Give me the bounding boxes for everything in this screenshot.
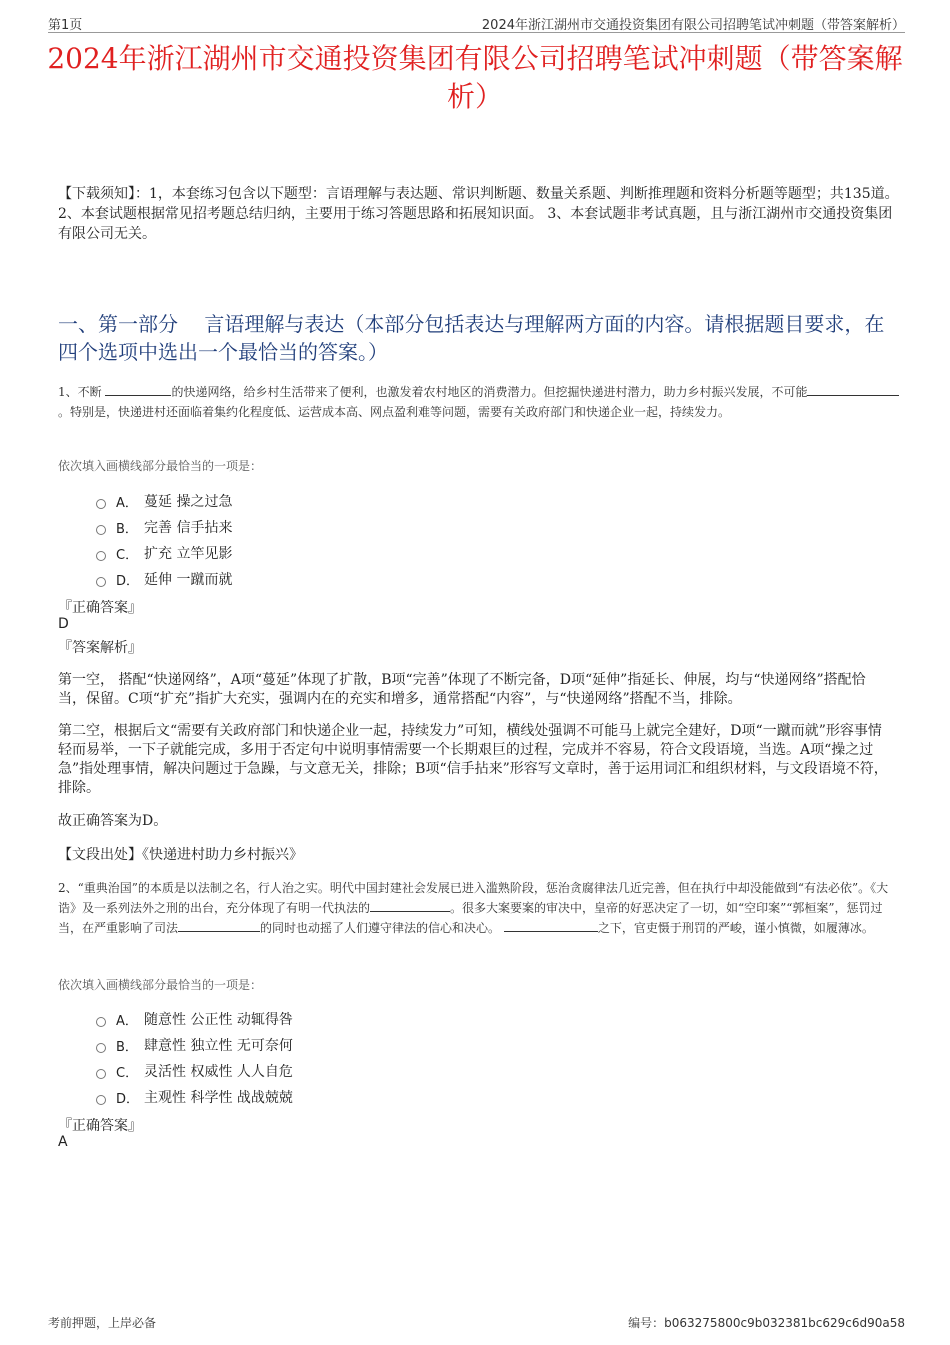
answer-label: 『正确答案』 [58,1118,142,1134]
radio-icon[interactable] [96,525,106,535]
option-b[interactable] [96,514,232,540]
option-text: 主观性 科学性 战战兢兢 [144,1090,293,1106]
section-heading: 一、第一部分 言语理解与表达（本部分包括表达与理解两方面的内容。请根据题目要求，在四个选项中选出一个最恰当的答案。） [58,312,885,364]
option-letter: B． [116,521,138,537]
footer-code-label: 编号： [628,1316,665,1330]
blank-line [504,919,598,932]
radio-icon[interactable] [96,577,106,587]
option-letter: B． [116,1039,138,1055]
option-d[interactable] [96,566,232,592]
option-letter: D． [116,573,140,589]
radio-icon[interactable] [96,1043,106,1053]
option-a[interactable] [96,488,232,514]
footer-code-value: b063275800c9b032381bc629c6d90a58 [664,1316,905,1330]
blank-line [370,899,450,912]
radio-icon[interactable] [96,551,106,561]
answer-value: D [58,616,69,632]
option-text: 扩充 立竿见影 [144,546,233,562]
option-c[interactable] [96,540,232,566]
question-2-part-4: 之下，官吏慑于刑罚的严峻，谨小慎微，如履薄冰。 [597,921,874,935]
question-1-text [58,382,902,422]
option-text: 蔓延 操之过急 [144,494,233,510]
answer-label: 『正确答案』 [58,600,142,616]
question-2-instruction: 依次填入画横线部分最恰当的一项是： [58,978,263,992]
option-text: 延伸 一蹴而就 [144,572,233,588]
answer-value: A [58,1134,68,1150]
option-letter: C． [116,1065,139,1081]
question-1-part-3: 。特别是，快递进村还面临着集约化程度低、运营成本高、网点盈利难等问题，需要有关政府部门和快递企业一起，持续发力。 [58,405,731,419]
analysis-conclusion: 故正确答案为D。 [58,813,168,829]
option-a[interactable] [96,1006,293,1032]
page-header [48,12,905,33]
option-c[interactable] [96,1058,293,1084]
blank-line [178,919,260,932]
document-title: 2024年浙江湖州市交通投资集团有限公司招聘笔试冲刺题（带答案解析） [47,42,903,113]
option-b[interactable] [96,1032,293,1058]
radio-icon[interactable] [96,499,106,509]
radio-icon[interactable] [96,1069,106,1079]
question-1-options [96,488,232,592]
question-1-part-1: 1、不断 [58,385,106,399]
page-number: 第1页 [48,18,83,33]
option-letter: D． [116,1091,140,1107]
footer-code [628,1314,905,1331]
option-letter: A． [116,495,138,511]
question-1-instruction: 依次填入画横线部分最恰当的一项是： [58,459,263,473]
header-doc-title: 2024年浙江湖州市交通投资集团有限公司招聘笔试冲刺题（带答案解析） [481,18,905,33]
analysis-paragraph-1: 第一空， 搭配“快递网络”，A项“蔓延”体现了扩散，B项“完善”体现了不断完备，D项“延伸”指延长、伸展，均与“快递网络”搭配恰当，保留。C项“扩充”指扩大充实，强调内在的充实和增多，通常搭配“内容”，与“快递网络”搭配不当，排除。 [58,672,866,707]
question-1-part-2: 的快递网络，给乡村生活带来了便利，也激发着农村地区的消费潜力。但挖掘快递进村潜力，助力乡村振兴发展，不可能 [171,385,808,399]
download-notice: 【下载须知】：1，本套练习包含以下题型：言语理解与表达题、常识判断题、数量关系题、判断推理题和资料分析题等题型；共135道。 2、本套试题根据常见招考题总结归纳，主要用于练习答题思路和拓展知识面。 3、本套试题非考试真题，且与浙江湖州市交通投资集团有限公司无关。 [58,186,899,242]
option-text: 肆意性 独立性 无可奈何 [144,1038,293,1054]
question-2-text [58,878,902,938]
option-letter: C． [116,547,139,563]
option-text: 完善 信手拈来 [144,520,233,536]
radio-icon[interactable] [96,1017,106,1027]
blank-line [807,383,899,396]
passage-source: 【文段出处】《快递进村助力乡村振兴》 [58,847,303,863]
blank-line [105,383,171,396]
analysis-label: 『答案解析』 [58,640,142,656]
question-2-part-3: 的同时也动摇了人们遵守律法的信心和决心。 [260,921,501,935]
analysis-paragraph-2: 第二空，根据后文“需要有关政府部门和快递企业一起，持续发力”可知，横线处强调不可能马上就完全建好，D项“一蹴而就”形容事情轻而易举，一下子就能完成，多用于否定句中说明事情需要一个长期艰巨的过程，完成并不容易，符合文段语境，当选。A项“操之过急”指处理事情，解决问题过于急躁，与文意无关，排除；B项“信手拈来”形容写文章时，善于运用词汇和组织材料，与文段语境不符，排除。 [58,723,888,796]
option-d[interactable] [96,1084,293,1110]
question-2-part-1: 2、“重典治国”的本质是以法制之名，行人治之实。明代中国封建社会发展已进入滥熟阶段，惩治贪腐律法几近完善，但在执行中却没能做到“有法必依”。《大诰》及一系列法外之刑的出台，充分体现了有明一代执法的 [58,881,889,915]
question-2-options [96,1006,293,1110]
question-2-part-2: 。很多大案要案的审决中，皇帝的好恶决定了一切，如“空印案”“郭桓案”，惩罚过当，在严重影响了司法 [58,901,883,935]
option-text: 灵活性 权威性 人人自危 [144,1064,293,1080]
option-text: 随意性 公正性 动辄得咎 [144,1012,293,1028]
option-letter: A． [116,1013,138,1029]
radio-icon[interactable] [96,1095,106,1105]
footer-slogan: 考前押题，上岸必备 [48,1316,157,1330]
